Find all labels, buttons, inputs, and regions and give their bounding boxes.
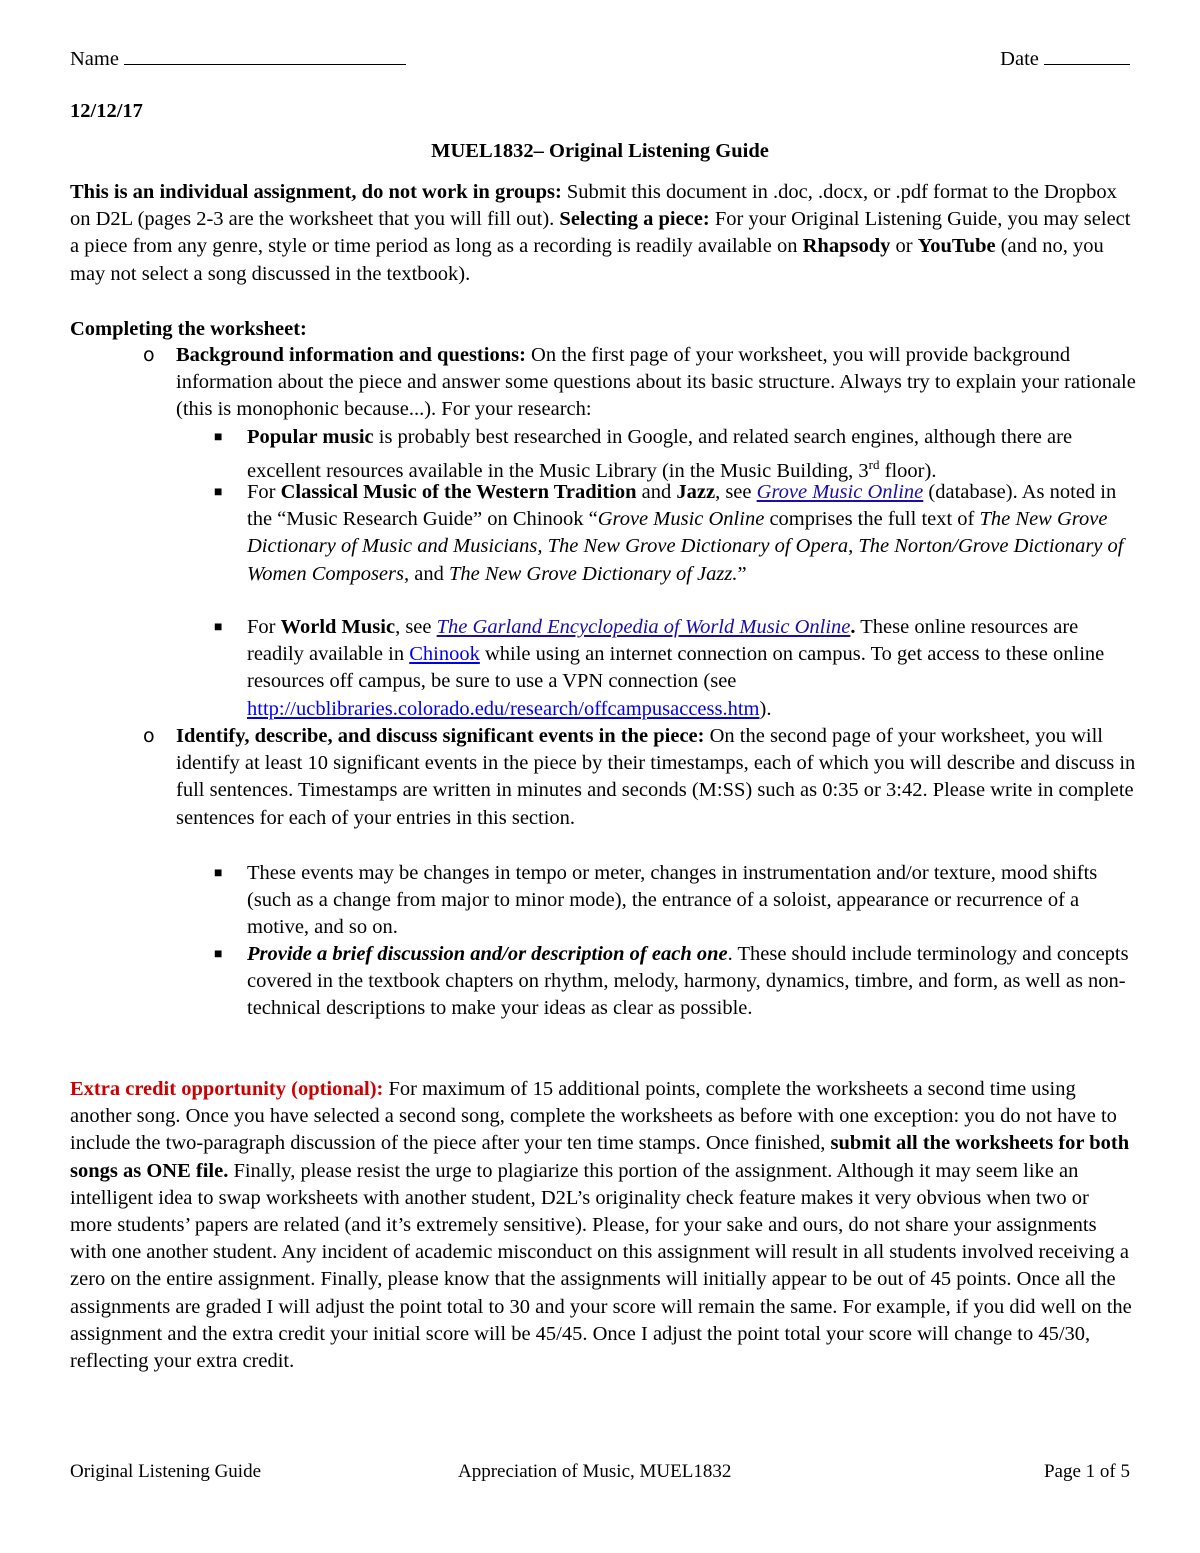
popular-music-bold: Popular music: [247, 426, 374, 448]
outline-bullet-icon: o: [143, 725, 155, 747]
date-blank[interactable]: [1044, 44, 1130, 65]
classical-text: , and: [403, 562, 449, 585]
intro-text: For your Original Listening Guide, you may select a piece from any genre, style or time period as long as a recording is readily available on: [70, 208, 1131, 258]
section-background-heading: Background information and questions:: [176, 344, 526, 366]
page-number: Page 1 of 5: [1043, 1461, 1130, 1482]
intro-bold-selecting: Selecting a piece:: [559, 208, 710, 231]
page-title: MUEL1832– Original Listening Guide: [431, 140, 769, 162]
ordinal-suffix: rd: [868, 457, 880, 473]
world-text: while using an internet connection on campus. To get access to these online resources off campus, be sure to use a VPN connection (see: [247, 643, 1105, 693]
outline-bullet-icon: o: [143, 344, 155, 366]
world-text: For: [247, 616, 281, 638]
intro-paragraph: [70, 179, 1132, 288]
intro-bold-youtube: YouTube: [917, 235, 996, 258]
jazz-dictionary-title: The New Grove Dictionary of Jazz.: [448, 562, 738, 585]
name-blank[interactable]: [124, 44, 406, 65]
extra-credit-label: Extra credit opportunity (optional):: [70, 1078, 384, 1100]
popular-music-text: is probably best researched in Google, and related search engines, although there are excellent resources available in the Music Library (in the Music Building, 3: [247, 426, 1073, 483]
square-bullet-icon: ■: [214, 620, 223, 635]
header-row: [70, 44, 1130, 74]
world-music-bold: World Music: [280, 616, 396, 638]
world-text: , see: [395, 616, 437, 638]
popular-music-text-end: floor).: [879, 460, 937, 483]
world-text: .: [850, 616, 856, 638]
extra-credit-paragraph: [70, 1076, 1132, 1375]
completing-heading: Completing the worksheet:: [70, 318, 307, 340]
name-field: [70, 44, 406, 71]
classical-bold: Classical Music of the Western Tradition: [280, 481, 637, 503]
intro-bold-rhapsody: Rhapsody: [802, 235, 891, 258]
footer-left: Original Listening Guide: [70, 1461, 262, 1482]
classical-text: For: [247, 481, 281, 503]
list-item-event-types: [214, 860, 1137, 942]
vpn-access-link[interactable]: http://ucblibraries.colorado.edu/research/offcampusaccess.htm: [247, 697, 760, 720]
garland-encyclopedia-link[interactable]: The Garland Encyclopedia of World Music Online: [436, 616, 851, 638]
square-bullet-icon: ■: [214, 866, 223, 881]
classical-text: comprises the full text of: [764, 508, 980, 531]
classical-text: (database). As noted in the “Music Research Guide” on Chinook “: [247, 481, 1117, 531]
section-background-text: On the first page of your worksheet, you will provide background information about the piece and answer some questions about its basic structure. Always try to explain your rationale (this is monophonic because...). For your research:: [176, 344, 1136, 421]
world-text: These online resources are readily available in: [247, 616, 1079, 666]
square-bullet-icon: ■: [214, 485, 223, 500]
section-significant-events: [143, 723, 1136, 832]
section-events-text: On the second page of your worksheet, you will identify at least 10 significant events in the piece by their timestamps, each of which you will describe and discuss in full sentences. Timestamps are written in minutes and seconds (M:SS) such as 0:35 or 3:42. Please write in complete sentences for each of your entries in this section.: [176, 725, 1136, 829]
document-date: 12/12/17: [70, 100, 143, 122]
section-background: [143, 342, 1136, 424]
name-label: Name: [70, 48, 119, 70]
discussion-bold: Provide a brief discussion and/or description of each one: [247, 943, 728, 965]
extra-credit-text: Finally, please resist the urge to plagiarize this portion of the assignment. Although it may seem like an intelligent idea to swap worksheets with another student, D2L’s originality check feature makes it very obvious when two or more students’ papers are related (and it’s extremely sensitive). Please, for your sake and ours, do not share your assignments with one another student. Any incident of academic misconduct on this assignment will result in all students involved receiving a zero on the entire assignment. Finally, please know that the assignments will initially appear to be out of 45 points. Once all the assignments are graded I will adjust the point total to 30 and your score will remain the same. For example, if you did well on the assignment and the extra credit your initial score will be 45/45. Once I adjust the point total your score will change to 45/30, reflecting your extra credit.: [70, 1159, 1132, 1373]
footer-center: Appreciation of Music, MUEL1832: [458, 1461, 732, 1482]
jazz-bold: Jazz: [676, 481, 716, 503]
grove-music-online-link[interactable]: Grove Music Online: [756, 481, 924, 503]
list-item-popular-music: [214, 424, 1137, 485]
world-text: ).: [759, 697, 772, 720]
section-events-heading: Identify, describe, and discuss significant events in the piece:: [176, 725, 705, 747]
list-item-classical-music: [214, 479, 1137, 588]
intro-text: Submit this document in .doc, .docx, or .pdf format to the Dropbox on D2L (pages 2-3 are the worksheet that you will fill out).: [70, 181, 1117, 231]
chinook-link[interactable]: Chinook: [409, 643, 480, 666]
extra-credit-bold: submit all the worksheets for both songs as ONE file.: [70, 1132, 1130, 1182]
intro-text: (and no, you may not select a song discussed in the textbook).: [70, 235, 1104, 285]
intro-text: or: [890, 235, 918, 258]
list-item-world-music: [214, 614, 1137, 723]
classical-text: and: [636, 481, 677, 503]
square-bullet-icon: ■: [214, 947, 223, 962]
discussion-text: . These should include terminology and concepts covered in the textbook chapters on rhythm, melody, harmony, dynamics, timbre, and form, as well as non-technical descriptions to make your ideas as clear as possible.: [247, 943, 1129, 1020]
square-bullet-icon: ■: [214, 430, 223, 445]
extra-credit-text: For maximum of 15 additional points, complete the worksheets a second time using another song. Once you have selected a second song, complete the worksheets as before with one exception: you do not have to include the two-paragraph discussion of the piece after your ten time stamps. Once finished,: [70, 1078, 1117, 1155]
grove-italic: Grove Music Online: [597, 508, 765, 531]
event-types-text: These events may be changes in tempo or meter, changes in instrumentation and/or texture, mood shifts (such as a change from major to minor mode), the entrance of a soloist, appearance or recurrence of a motive, and so on.: [247, 862, 1098, 939]
date-field: [1000, 44, 1130, 71]
date-label: Date: [1000, 48, 1039, 70]
classical-text: , see: [715, 481, 757, 503]
page-footer: [70, 1461, 1130, 1485]
intro-bold-assignment: This is an individual assignment, do not work in groups:: [70, 181, 562, 203]
list-item-discussion: [214, 941, 1137, 1023]
classical-text: ”: [737, 562, 747, 585]
dictionary-titles: The New Grove Dictionary of Music and Musicians, The New Grove Dictionary of Opera, The Norton/Grove Dictionary of Women Composers: [247, 508, 1124, 585]
